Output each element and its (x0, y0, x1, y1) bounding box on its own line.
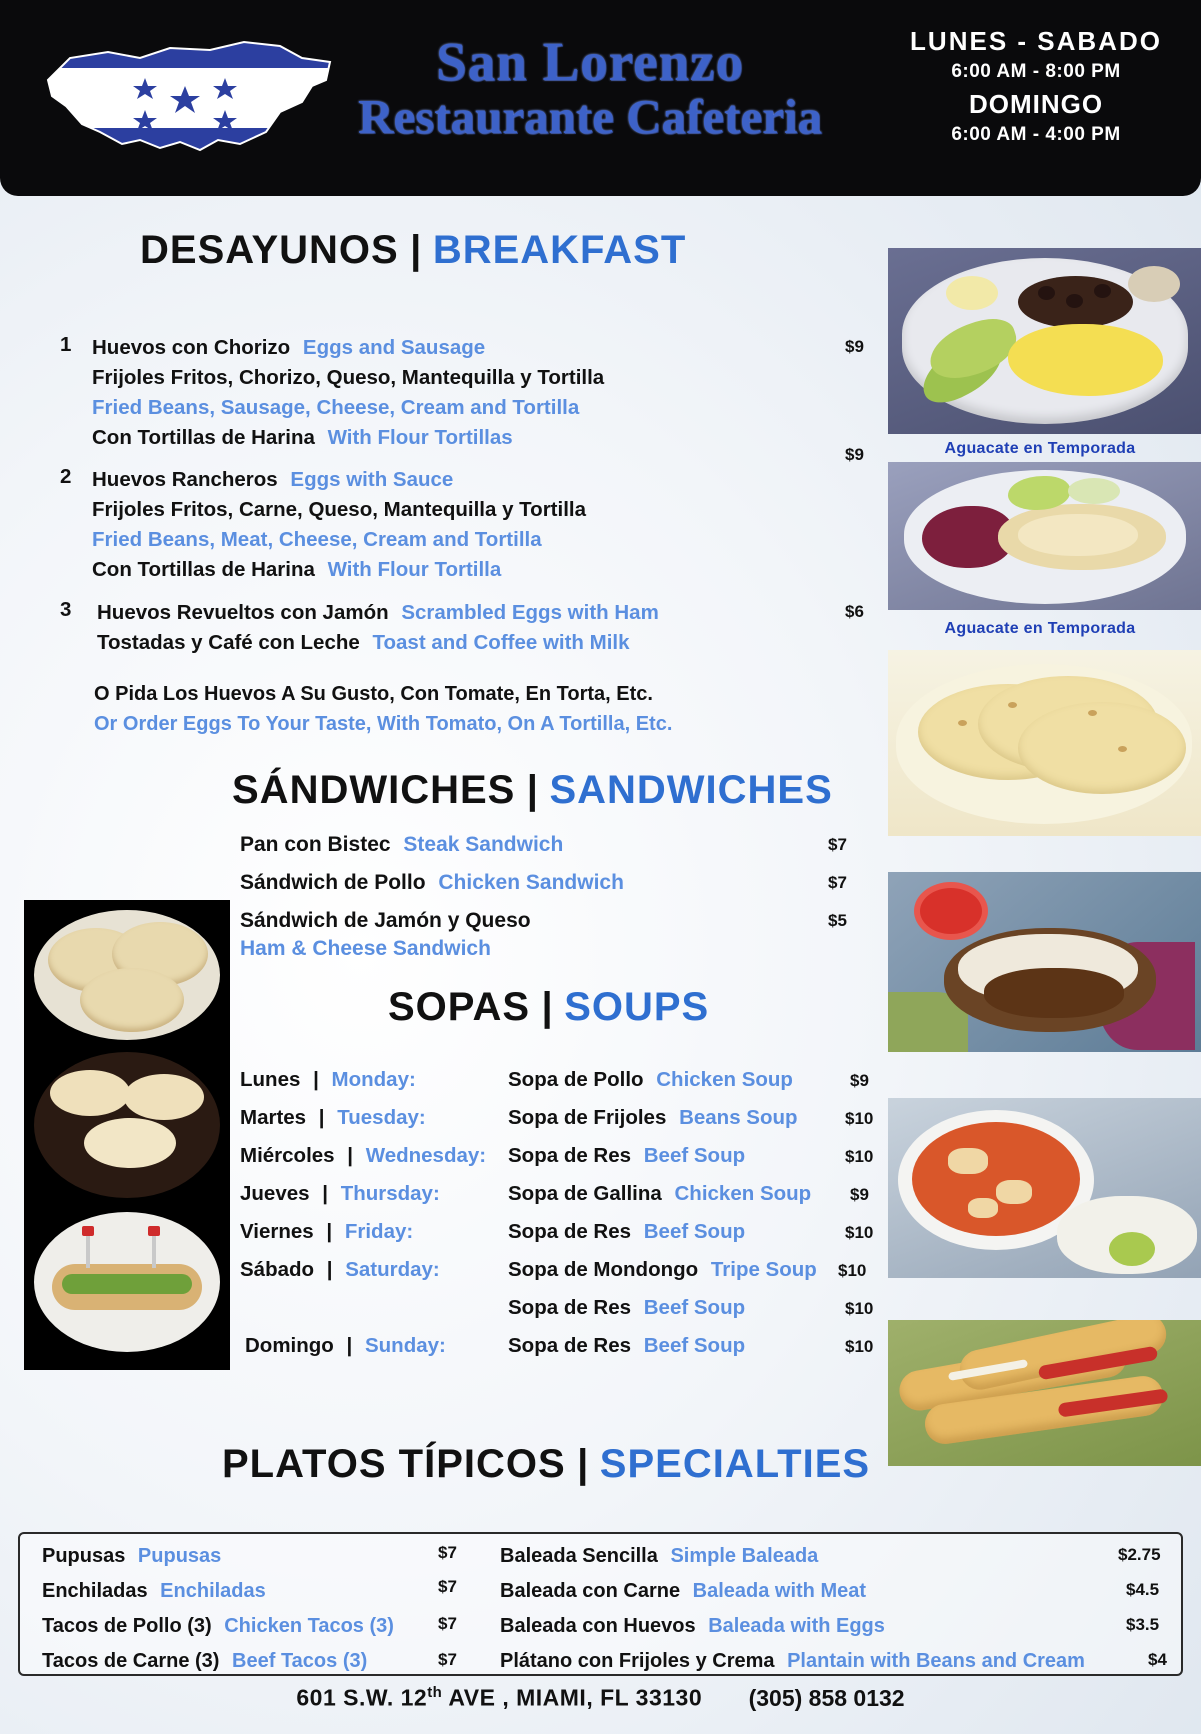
specialty-row (500, 1545, 818, 1568)
breakfast-item-desc-es: Frijoles Fritos, Carne, Queso, Mantequilla y Tortilla (92, 498, 586, 521)
soups-title-es: SOPAS (388, 985, 531, 1029)
soup-day-en: Tuesday: (337, 1106, 426, 1129)
soup-name (508, 1068, 793, 1092)
soup-day-separator: | (318, 1106, 325, 1129)
soup-price: $10 (845, 1223, 874, 1242)
specialty-price: $4 (1148, 1650, 1167, 1669)
phone-number[interactable]: (305) 858 0132 (748, 1684, 905, 1711)
soup-day-es: Viernes (240, 1220, 314, 1243)
hours-weekdays-time: 6:00 AM - 8:00 PM (951, 61, 1121, 82)
breakfast-item-option-es: Con Tortillas de Harina (92, 426, 315, 449)
section-heading-sandwiches (232, 768, 833, 813)
sandwich-name-es: Sándwich de Jamón y Queso (240, 909, 531, 932)
breakfast-item-name-es: Huevos Revueltos con Jamón (97, 601, 389, 624)
soup-name (508, 1106, 798, 1130)
breakfast-item-name (92, 333, 485, 362)
hours-sunday-label: DOMINGO (968, 89, 1104, 119)
soup-day-en: Monday: (331, 1068, 416, 1091)
soup-day-en: Wednesday: (365, 1144, 487, 1167)
specialty-row (500, 1580, 866, 1603)
breakfast-item-name-es: Huevos Rancheros (92, 468, 278, 491)
breakfast-note-en: Or Order Eggs To Your Taste, With Tomato, On A Tortilla, Etc. (94, 713, 673, 735)
specialty-row (500, 1615, 885, 1638)
soup-price: $10 (838, 1261, 867, 1280)
section-heading-specialties (222, 1442, 870, 1487)
breakfast-item-desc-en: Fried Beans, Meat, Cheese, Cream and Tortilla (92, 528, 542, 551)
sandwich-row (240, 833, 563, 857)
soup-day-es: Sábado (240, 1258, 315, 1281)
business-hours (891, 26, 1181, 146)
specialty-price: $3.5 (1126, 1615, 1160, 1634)
breakfast-title-en: BREAKFAST (432, 228, 687, 272)
soup-name-es: Sopa de Frijoles (508, 1106, 667, 1129)
restaurant-name-line2: Restaurante Cafeteria (358, 89, 822, 144)
breakfast-note-es: O Pida Los Huevos A Su Gusto, Con Tomate, En Torta, Etc. (94, 683, 653, 705)
restaurant-name-line1: San Lorenzo (436, 31, 744, 92)
soup-day-es: Lunes (240, 1068, 301, 1091)
honduras-flag-map-icon (30, 28, 340, 168)
footer (0, 1684, 1201, 1712)
soup-price: $9 (850, 1185, 869, 1204)
soup-name-en: Beef Soup (643, 1334, 746, 1357)
photo-taco (888, 872, 1201, 1052)
soup-price: $10 (845, 1147, 874, 1166)
breakfast-item-option (92, 423, 513, 452)
breakfast-item-name-es: Huevos con Chorizo (92, 336, 291, 359)
soup-name (508, 1334, 745, 1358)
breakfast-item-option-en: With Flour Tortillas (327, 426, 513, 449)
breakfast-item-number: 3 (60, 598, 72, 621)
soup-name-es: Sopa de Mondongo (508, 1258, 699, 1281)
soup-name-es: Sopa de Res (508, 1296, 632, 1319)
specialties-title-en: SPECIALTIES (599, 1442, 871, 1486)
soup-day-separator: | (313, 1068, 319, 1091)
specialties-title-es: PLATOS TÍPICOS (222, 1442, 566, 1486)
specialty-name-es: Plátano con Frijoles y Crema (500, 1650, 775, 1672)
soup-day-en: Saturday: (345, 1258, 440, 1281)
soup-day-en: Thursday: (340, 1182, 440, 1205)
soup-name (508, 1258, 817, 1282)
sandwich-name-es: Sándwich de Pollo (240, 871, 426, 894)
photo-breakfast-plate (888, 248, 1201, 434)
specialty-name-en: Beef Tacos (3) (232, 1650, 368, 1672)
soup-name-en: Beans Soup (679, 1106, 798, 1129)
specialty-name-en: Baleada with Meat (692, 1580, 867, 1602)
hours-sunday-time: 6:00 AM - 4:00 PM (951, 124, 1121, 145)
photo-flautas (888, 1320, 1201, 1466)
soup-day-en: Friday: (344, 1220, 414, 1243)
soup-name-en: Chicken Soup (674, 1182, 812, 1205)
photo-left-column (24, 900, 230, 1370)
soup-day (240, 1068, 416, 1092)
specialty-name-en: Enchiladas (160, 1580, 266, 1602)
specialty-name-es: Enchiladas (42, 1580, 148, 1602)
breakfast-item-number: 1 (60, 333, 72, 356)
soup-day (240, 1144, 486, 1168)
address-post: AVE , MIAMI, FL 33130 (442, 1684, 703, 1711)
soup-name-en: Chicken Soup (656, 1068, 793, 1091)
breakfast-separator: | (410, 228, 422, 272)
breakfast-item-number: 2 (60, 465, 72, 488)
breakfast-item-option-es: Con Tortillas de Harina (92, 558, 315, 581)
breakfast-item-price: $9 (845, 445, 864, 464)
soup-day-es: Martes (240, 1106, 307, 1129)
soup-name-es: Sopa de Res (508, 1220, 632, 1243)
soup-name-es: Sopa de Pollo (508, 1068, 644, 1091)
breakfast-item-name-en: Scrambled Eggs with Ham (401, 601, 659, 624)
specialty-name-es: Baleada con Carne (500, 1580, 681, 1602)
specialty-row (42, 1545, 221, 1568)
breakfast-item-name-en: Eggs with Sauce (290, 468, 454, 491)
breakfast-item-desc (97, 628, 630, 657)
soup-name-en: Beef Soup (643, 1296, 746, 1319)
sandwich-name-en: Ham & Cheese Sandwich (240, 937, 491, 960)
soup-day-es: Jueves (240, 1182, 310, 1205)
photo-enchiladas (34, 1052, 220, 1198)
restaurant-title (300, 31, 880, 144)
breakfast-item-name-en: Eggs and Sausage (302, 336, 486, 359)
soup-day-en: Sunday: (364, 1334, 446, 1357)
soup-day (245, 1334, 446, 1358)
menu-header (0, 0, 1201, 196)
soup-day-separator: | (326, 1258, 333, 1281)
photo-tortillas (888, 650, 1201, 836)
hours-weekdays-label: LUNES - SABADO (910, 26, 1162, 56)
specialty-price: $7 (438, 1650, 457, 1669)
soup-day-es: Miércoles (240, 1144, 335, 1167)
sandwiches-title-en: SANDWICHES (549, 768, 833, 812)
breakfast-item-option (92, 555, 501, 584)
specialty-name-es: Baleada Sencilla (500, 1545, 658, 1567)
breakfast-item-price: $9 (845, 337, 864, 356)
soup-day-separator: | (326, 1220, 333, 1243)
section-heading-breakfast (140, 228, 686, 273)
soup-name (508, 1144, 745, 1168)
photo-pupusas (34, 910, 220, 1040)
soup-name-en: Tripe Soup (710, 1258, 817, 1281)
soup-day-separator: | (322, 1182, 328, 1205)
photo-soup (888, 1098, 1201, 1278)
breakfast-title-es: DESAYUNOS (140, 228, 399, 272)
soup-price: $9 (850, 1071, 869, 1090)
specialty-price: $7 (438, 1577, 457, 1596)
breakfast-item-price: $6 (845, 602, 864, 621)
soup-day-separator: | (346, 1334, 353, 1357)
soup-day (240, 1258, 440, 1282)
soup-day (240, 1106, 426, 1130)
soup-day-separator: | (347, 1144, 354, 1167)
specialty-name-en: Pupusas (137, 1545, 222, 1567)
soup-price: $10 (845, 1109, 874, 1128)
specialty-price: $2.75 (1118, 1545, 1161, 1564)
section-heading-soups (388, 985, 709, 1030)
sandwich-price: $7 (828, 835, 847, 854)
specialty-row (42, 1580, 266, 1603)
sandwich-row (240, 871, 624, 895)
photo-rancheros-plate (888, 462, 1201, 610)
sandwich-price: $5 (828, 911, 847, 930)
soup-price: $10 (845, 1299, 874, 1318)
specialty-name-es: Tacos de Carne (3) (42, 1650, 220, 1672)
specialty-price: $7 (438, 1614, 457, 1633)
specialty-name-en: Chicken Tacos (3) (224, 1615, 394, 1637)
sandwich-name-en: Steak Sandwich (403, 833, 564, 856)
breakfast-item-name (92, 465, 453, 494)
breakfast-item-desc-en: Toast and Coffee with Milk (372, 631, 630, 654)
soup-name-en: Beef Soup (643, 1220, 746, 1243)
soup-price: $10 (845, 1337, 874, 1356)
address (296, 1684, 702, 1712)
soup-day (240, 1220, 413, 1244)
photo-caption-avocado-1: Aguacate en Temporada (944, 440, 1136, 457)
specialty-row (500, 1650, 1085, 1673)
address-sup: th (427, 1684, 443, 1701)
soup-name-en: Beef Soup (643, 1144, 746, 1167)
breakfast-item-name (97, 598, 659, 627)
soup-name (508, 1296, 745, 1320)
specialty-name-en: Baleada with Eggs (708, 1615, 885, 1637)
sandwiches-title-es: SÁNDWICHES (232, 768, 516, 812)
sandwiches-separator: | (526, 768, 538, 812)
sandwich-name-es: Pan con Bistec (240, 833, 391, 856)
specialty-name-en: Plantain with Beans and Cream (787, 1650, 1085, 1672)
breakfast-item-desc-es: Frijoles Fritos, Chorizo, Queso, Mantequilla y Tortilla (92, 366, 605, 389)
specialty-name-es: Pupusas (42, 1545, 126, 1567)
soups-title-en: SOUPS (564, 985, 710, 1029)
specialty-row (42, 1650, 367, 1673)
soup-name-es: Sopa de Gallina (508, 1182, 662, 1205)
specialty-price: $4.5 (1126, 1580, 1160, 1599)
soup-name (508, 1220, 745, 1244)
specialties-separator: | (577, 1442, 589, 1486)
soup-name-es: Sopa de Res (508, 1144, 632, 1167)
soup-day-es: Domingo (245, 1334, 334, 1357)
specialty-name-es: Tacos de Pollo (3) (42, 1615, 212, 1637)
soups-separator: | (541, 985, 553, 1029)
breakfast-item-desc-en: Fried Beans, Sausage, Cheese, Cream and Tortilla (92, 396, 580, 419)
address-pre: 601 S.W. 12 (296, 1684, 428, 1711)
specialty-name-es: Baleada con Huevos (500, 1615, 696, 1637)
soup-name-es: Sopa de Res (508, 1334, 632, 1357)
photo-caption-avocado-2: Aguacate en Temporada (944, 620, 1136, 637)
breakfast-item-desc-es: Tostadas y Café con Leche (97, 631, 360, 654)
breakfast-item-option-en: With Flour Tortilla (327, 558, 502, 581)
photo-sandwich (34, 1212, 220, 1352)
sandwich-name-en: Chicken Sandwich (438, 871, 624, 894)
specialty-row (42, 1615, 394, 1638)
soup-day (240, 1182, 440, 1206)
specialty-price: $7 (438, 1543, 457, 1562)
sandwich-price: $7 (828, 873, 847, 892)
soup-name (508, 1182, 811, 1206)
specialty-name-en: Simple Baleada (670, 1545, 819, 1567)
